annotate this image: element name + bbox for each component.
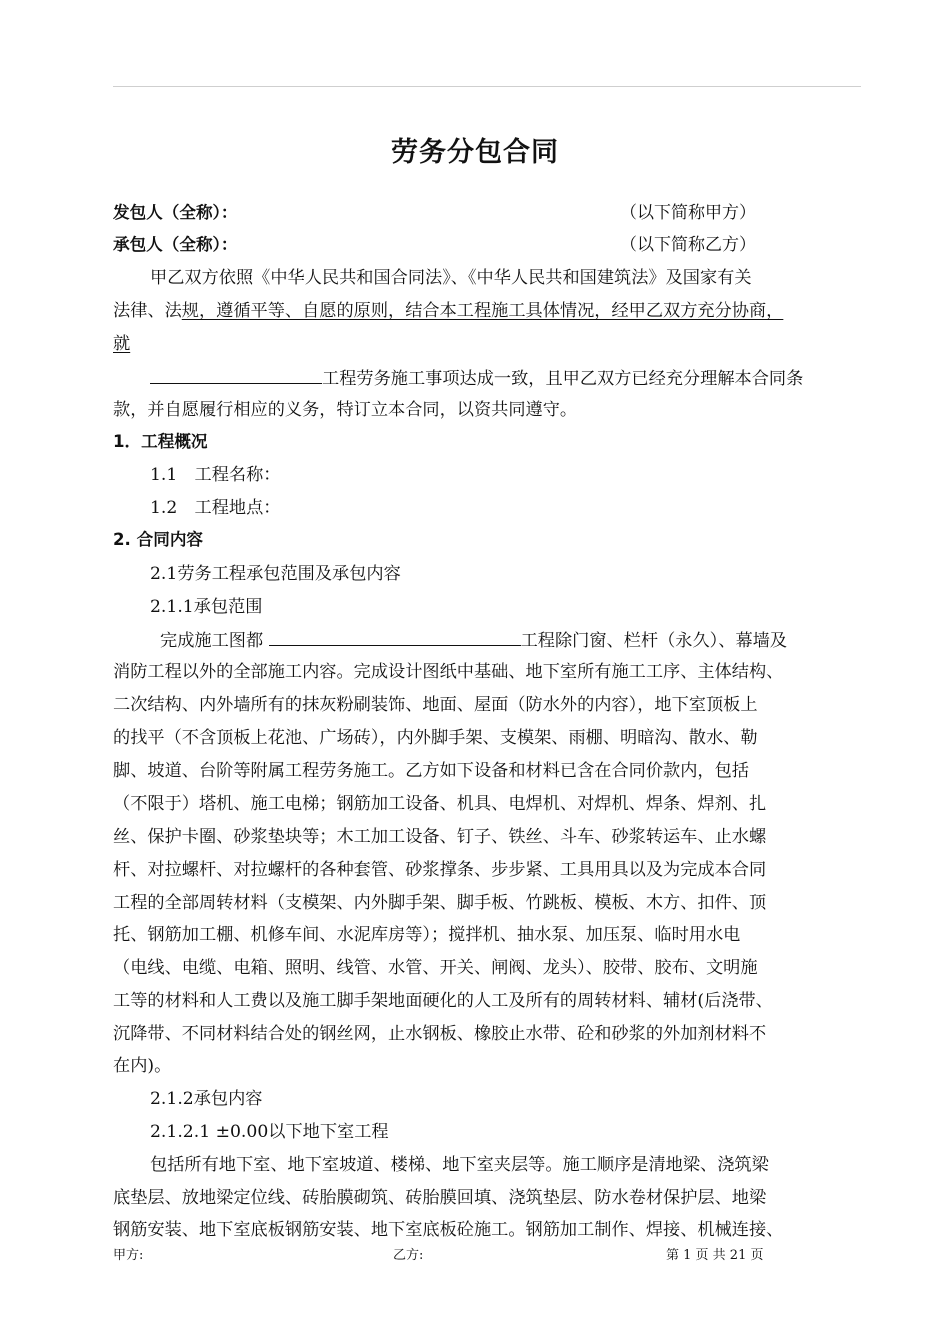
drawing-name-blank[interactable] bbox=[269, 626, 521, 646]
scope-line: 沉降带、不同材料结合处的钢丝网，止水钢板、橡胶止水带、砼和砂浆的外加剂材料不 bbox=[113, 1024, 767, 1044]
scope-line: 工程的全部周转材料（支模架、内外脚手架、脚手板、竹跳板、模板、木方、扣件、顶 bbox=[113, 893, 767, 913]
scope-line: 在内)。 bbox=[113, 1056, 172, 1076]
scope-line: 脚、坡道、台阶等附属工程劳务施工。乙方如下设备和材料已含在合同价款内，包括 bbox=[113, 761, 749, 781]
project-location-item: 1.2 工程地点： bbox=[150, 498, 281, 518]
preamble-line-5: 款，并自愿履行相应的义务，特订立本合同，以资共同遵守。 bbox=[113, 400, 578, 420]
preamble-line-2 bbox=[113, 298, 783, 324]
issuer-label: 发包人（全称）： bbox=[113, 203, 238, 222]
subsection-2-1-2-1: 2.1.2.1 ±0.00以下地下室工程 bbox=[150, 1122, 389, 1142]
subsection-2-1: 2.1劳务工程承包范围及承包内容 bbox=[150, 564, 401, 584]
subsection-2-1-2: 2.1.2承包内容 bbox=[150, 1089, 263, 1109]
basement-line: 底垫层、放地梁定位线、砖胎膜砌筑、砖胎膜回填、浇筑垫层、防水卷材保护层、地梁 bbox=[113, 1188, 767, 1208]
scope-line: 杆、对拉螺杆、对拉螺杆的各种套管、砂浆撑条、步步紧、工具用具以及为完成本合同 bbox=[113, 860, 767, 880]
project-name-item: 1.1 工程名称： bbox=[150, 465, 281, 485]
preamble-line-3: 就 bbox=[113, 334, 131, 354]
contractor-label: 承包人（全称）： bbox=[113, 235, 238, 254]
scope-line: 消防工程以外的全部施工内容。完成设计图纸中基础、地下室所有施工工序、主体结构、 bbox=[113, 662, 784, 682]
document-title: 劳务分包合同 bbox=[391, 137, 559, 168]
contractor-note: （以下简称乙方） bbox=[620, 235, 756, 255]
subsection-2-1-1: 2.1.1承包范围 bbox=[150, 597, 263, 617]
scope-line: 的找平（不含顶板上花池、广场砖），内外脚手架、支模架、雨棚、明暗沟、散水、勒 bbox=[113, 728, 758, 748]
footer-party-a: 甲方: bbox=[113, 1248, 144, 1263]
scope-line: 丝、保护卡圈、砂浆垫块等；木工加工设备、钉子、铁丝、斗车、砂浆转运车、止水螺 bbox=[113, 827, 767, 847]
preamble-line-2-underlined: 规，遵循平等、自愿的原则，结合本工程施工具体情况，经甲乙双方充分协商， bbox=[181, 301, 784, 321]
section-1-heading: 1．工程概况 bbox=[113, 432, 208, 451]
scope-line: 二次结构、内外墙所有的抹灰粉刷装饰、地面、屋面（防水外的内容），地下室顶板上 bbox=[113, 695, 758, 715]
preamble-line-2-start: 法律、法 bbox=[113, 301, 182, 321]
scope-first-end: 工程除门窗、栏杆（永久）、幕墙及 bbox=[520, 631, 788, 651]
preamble-line-4-text: 工程劳务施工事项达成一致，且甲乙双方已经充分理解本合同条 bbox=[322, 369, 804, 389]
preamble-line-1: 甲乙双方依照《中华人民共和国合同法》、《中华人民共和国建筑法》及国家有关 bbox=[150, 268, 752, 288]
issuer-note: （以下简称甲方） bbox=[620, 203, 756, 223]
section-2-heading: 2. 合同内容 bbox=[113, 530, 204, 549]
footer-page-info: 第 1 页 共 21 页 bbox=[666, 1248, 764, 1263]
scope-line: （电线、电缆、电箱、照明、线管、水管、开关、闸阀、龙头）、胶带、胶布、文明施 bbox=[113, 958, 758, 978]
scope-line: 工等的材料和人工费以及施工脚手架地面硬化的人工及所有的周转材料、辅材(后浇带、 bbox=[113, 991, 773, 1011]
basement-line: 钢筋安装、地下室底板钢筋安装、地下室底板砼施工。钢筋加工制作、焊接、机械连接、 bbox=[113, 1220, 784, 1240]
header-rule bbox=[113, 86, 861, 87]
scope-line: 托、钢筋加工棚、机修车间、水泥库房等）；搅拌机、抽水泵、加压泵、临时用水电 bbox=[113, 925, 741, 945]
scope-first-start: 完成施工图都 bbox=[160, 631, 264, 651]
project-name-blank[interactable] bbox=[150, 364, 322, 384]
footer-party-b: 乙方: bbox=[393, 1248, 424, 1263]
scope-first-line bbox=[160, 626, 787, 652]
preamble-line-4 bbox=[150, 364, 803, 390]
scope-line: （不限于）塔机、施工电梯；钢筋加工设备、机具、电焊机、对焊机、焊条、焊剂、扎 bbox=[113, 794, 767, 814]
basement-line: 包括所有地下室、地下室坡道、楼梯、地下室夹层等。施工顺序是清地梁、浇筑梁 bbox=[150, 1155, 769, 1175]
